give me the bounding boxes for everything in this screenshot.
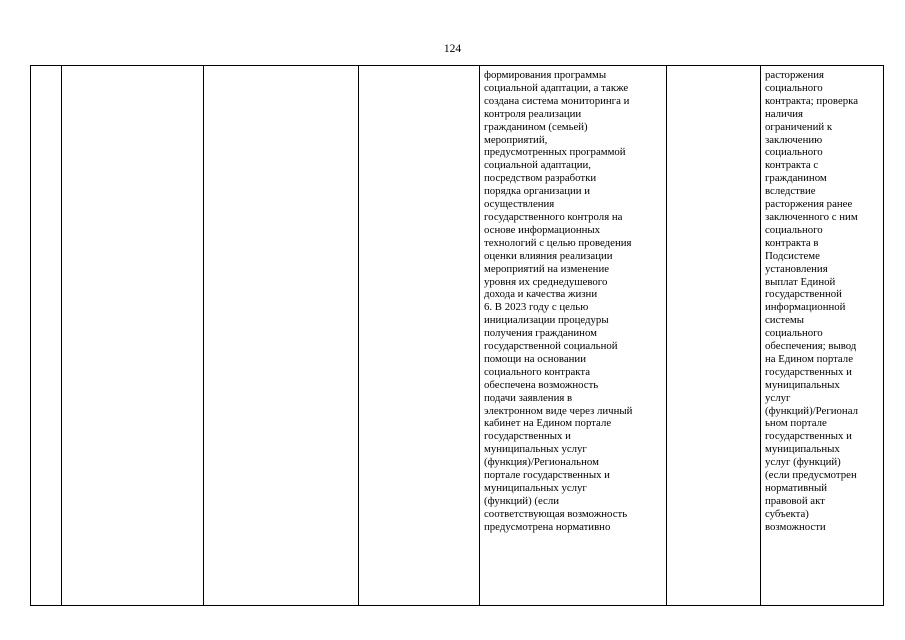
table-cell-6 xyxy=(667,66,761,606)
table-cell-1 xyxy=(31,66,62,606)
table-cell-2 xyxy=(62,66,204,606)
table-cell-5 xyxy=(480,66,667,606)
page-number: 124 xyxy=(443,43,462,55)
table-row xyxy=(31,66,884,606)
table-cell-7 xyxy=(761,66,884,606)
table-cell-4 xyxy=(359,66,480,606)
cell-text-program: формирования программы социальной адаптации, а также создана система мониторинга и контроля реализации гражданином (семьей) мероприятий, предусмотренных программой социальной адаптации, посредством разработки порядка организации и осуществления государственного контроля на основе информационных технологий с целью проведения оценки влияния реализации мероприятий на изменение уровня их среднедушевого дохода и качества жизни 6. В 2023 году с целью инициализации процедуры получения гражданином государственной социальной помощи на основании социального контракта обеспечена возможность подачи заявления в электронном виде через личный кабинет на Едином портале государственных и муниципальных услуг (функция)/Региональном портале государственных и муниципальных услуг (функций) (если соответствующая возможность предусмотрена нормативно xyxy=(484,69,633,533)
table-cell-3 xyxy=(204,66,359,606)
cell-text-contract: расторжения социального контракта; проверка наличия ограничений к заключению социального контракта с гражданином вследствие расторжения ранее заключенного с ним социального контракта в Подсистеме установления выплат Единой государственной информационной системы социального обеспечения; вывод на Едином портале государственных и муниципальных услуг (функций)/Регионал ьном портале государственных и муниципальных услуг (функций) (если предусмотрен нормативный правовой акт субъекта) возможности xyxy=(765,69,859,533)
document-table xyxy=(30,65,884,606)
